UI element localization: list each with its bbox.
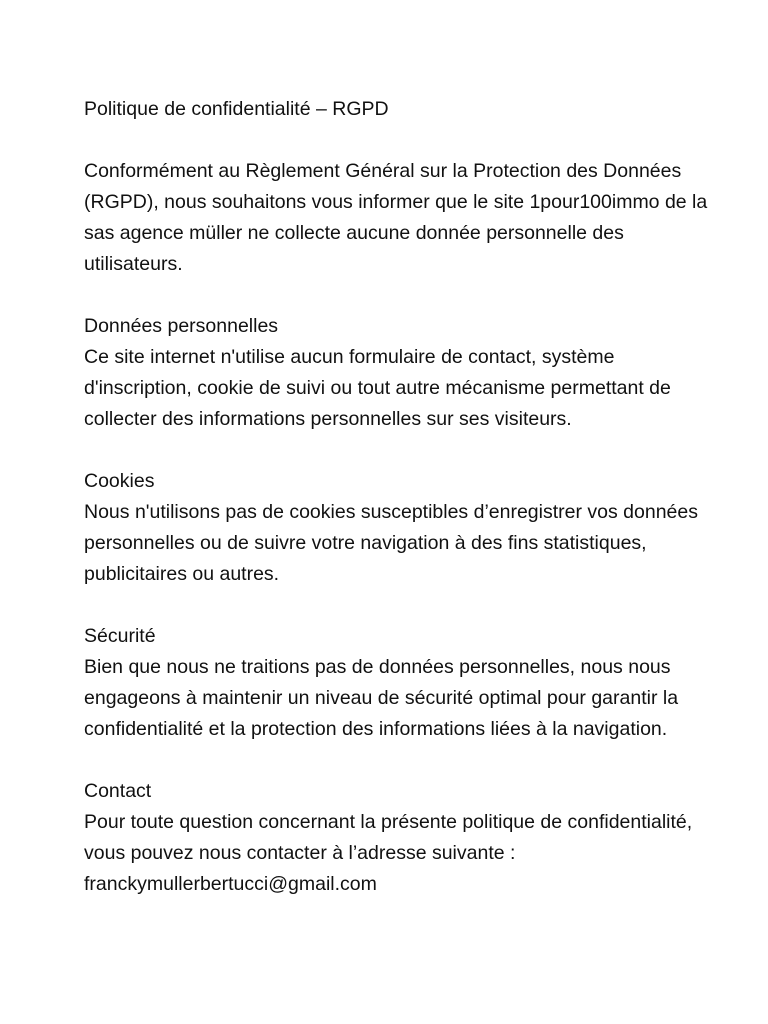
section-body: Nous n'utilisons pas de cookies susceptibles d’enregistrer vos données personnelles ou de suivre votre navigation à des fins statistiques, publicitaires ou autres. [84, 501, 698, 585]
privacy-policy-document [84, 94, 724, 931]
section-heading: Données personnelles [84, 315, 279, 337]
document-title: Politique de confidentialité – RGPD [84, 98, 389, 120]
section-body: Bien que nous ne traitions pas de données personnelles, nous nous engageons à maintenir un niveau de sécurité optimal pour garantir la confidentialité et la protection des informations liées à la navigation. [84, 656, 679, 740]
intro-paragraph: Conformément au Règlement Général sur la Protection des Données (RGPD), nous souhaitons vous informer que le site 1pour100immo de la sas agence müller ne collecte aucune donnée personnelle des utilisateurs. [84, 160, 708, 275]
intro-section [84, 156, 724, 280]
section-personal-data [84, 311, 724, 435]
section-heading: Contact [84, 780, 152, 802]
section-body: Pour toute question concernant la présente politique de confidentialité, vous pouvez nous contacter à l’adresse suivante : [84, 811, 693, 864]
section-cookies [84, 466, 724, 590]
contact-email: franckymullerbertucci@gmail.com [84, 873, 377, 895]
section-body: Ce site internet n'utilise aucun formulaire de contact, système d'inscription, cookie de suivi ou tout autre mécanisme permettant de collecter des informations personnelles sur ses visiteurs. [84, 346, 671, 430]
section-security [84, 621, 724, 745]
section-contact [84, 776, 724, 900]
section-heading: Sécurité [84, 625, 156, 647]
section-heading: Cookies [84, 470, 155, 492]
